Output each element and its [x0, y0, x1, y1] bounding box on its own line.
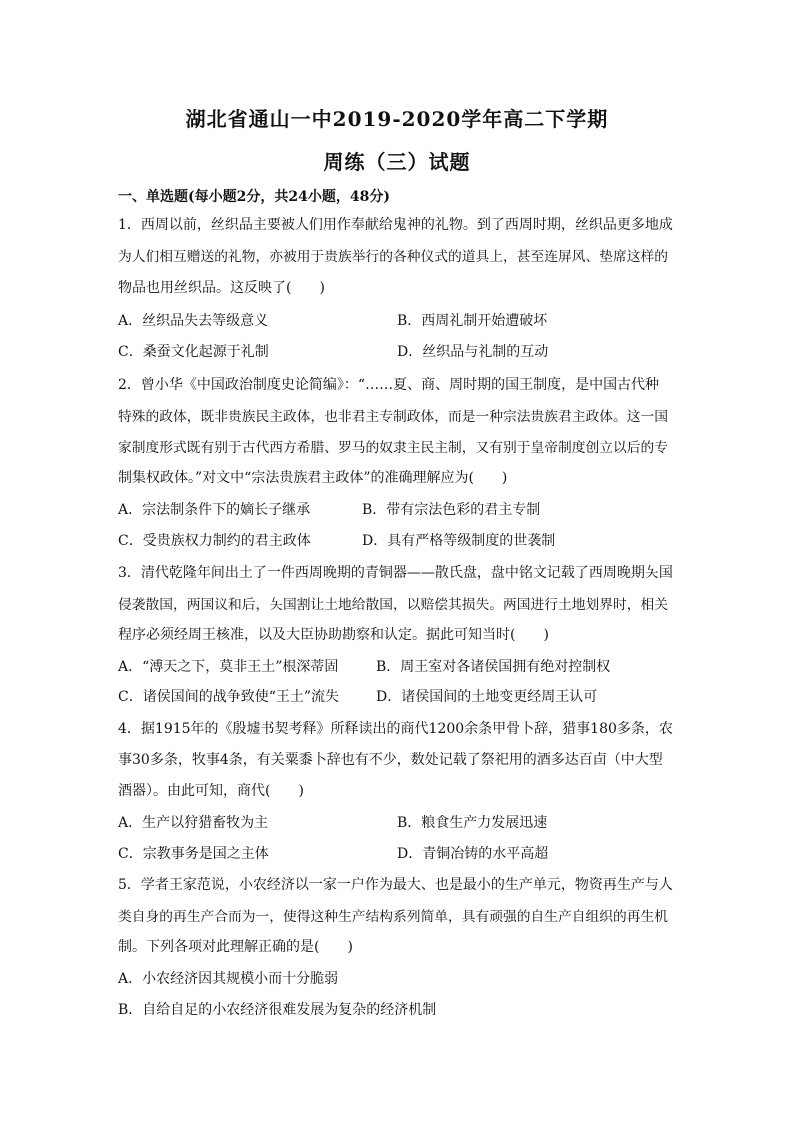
question-3-option-a: A．“溥天之下，莫非王土”根深蒂固 — [118, 659, 339, 675]
question-4-option-b: B．粮食生产力发展迅速 — [397, 815, 548, 831]
document-title: 湖北省通山一中2019-2020学年高二下学期 — [185, 107, 609, 131]
question-2-option-a: A．宗法制条件下的嫡长子继承 — [118, 502, 311, 518]
question-1-option-a: A．丝织品失去等级意义 — [118, 313, 269, 329]
question-5-option-b: B．自给自足的小农经济很难发展为复杂的经济机制 — [118, 1002, 437, 1018]
question-4-line-1: 4．据1915年的《殷墟书契考释》所释读出的商代1200余条甲骨卜辞，猎事180多条，农 — [118, 721, 673, 737]
question-2-line-4: 制集权政体。”对文中“宗法贵族君主政体”的准确理解应为( ) — [118, 470, 508, 486]
question-2-line-1: 2．曾小华《中国政治制度史论简编》：“……夏、商、周时期的国王制度，是中国古代种 — [118, 377, 660, 393]
question-4-option-c: C．宗教事务是国之主体 — [118, 846, 269, 862]
question-1-option-d: D．丝织品与礼制的互动 — [397, 344, 549, 360]
question-2-option-c: C．受贵族权力制约的君主政体 — [118, 533, 311, 549]
question-3-line-1: 3．清代乾隆年间出土了一件西周晚期的青铜器——散氏盘，盘中铭文记载了西周晚期夨国 — [118, 565, 673, 581]
question-5-line-2: 类自身的再生产合而为一，使得这种生产结构系列简单，具有顽强的自生产自组织的再生机 — [118, 909, 669, 925]
question-3-line-2: 侵袭散国，两国议和后，夨国割让土地给散国，以赔偿其损失。两国进行土地划界时，相关 — [118, 597, 669, 613]
question-2-line-3: 家制度形式既有别于古代西方希腊、罗马的奴隶主民主制，又有别于皇帝制度创立以后的专 — [118, 440, 669, 456]
question-3-line-3: 程序必须经周王核准，以及大臣协助勘察和认定。据此可知当时( ) — [118, 627, 549, 643]
question-2-line-2: 特殊的政体，既非贵族民主政体，也非君主专制政体，而是一种宗法贵族君主政体。这一国 — [118, 409, 669, 425]
question-5-option-a: A．小农经济因其规模小而十分脆弱 — [118, 971, 339, 987]
section-header: 一、单选题(每小题2分，共24小题，48分) — [118, 189, 390, 205]
question-4-line-2: 事30多条，牧事4条，有关粟黍卜辞也有不少，数处记载了祭祀用的酒多达百卣（中大型 — [118, 752, 663, 768]
question-3-option-d: D．诸侯国间的土地变更经周王认可 — [376, 689, 598, 705]
question-4-option-a: A．生产以狩猎畜牧为主 — [118, 815, 269, 831]
question-5-line-3: 制。下列各项对此理解正确的是( ) — [118, 939, 353, 955]
question-5-line-1: 5．学者王家范说，小农经济以一家一户作为最大、也是最小的生产单元，物资再生产与人 — [118, 877, 673, 893]
question-4-option-d: D．青铜冶铸的水平高超 — [397, 846, 549, 862]
question-2-option-d: D．具有严格等级制度的世袭制 — [362, 533, 556, 549]
question-1-option-c: C．桑蚕文化起源于礼制 — [118, 344, 269, 360]
question-1-line-1: 1．西周以前，丝织品主要被人们用作奉献给鬼神的礼物。到了西周时期，丝织品更多地成 — [118, 217, 673, 233]
question-1-line-2: 为人们相互赠送的礼物，亦被用于贵族举行的各种仪式的道具上，甚至连屏风、垫席这样的 — [118, 249, 669, 265]
question-4-line-3: 酒器）。由此可知，商代( ) — [118, 783, 304, 799]
document-subtitle: 周练（三）试题 — [323, 150, 471, 174]
question-3-option-b: B．周王室对各诸侯国拥有绝对控制权 — [376, 659, 611, 675]
question-2-option-b: B．带有宗法色彩的君主专制 — [362, 502, 541, 518]
question-3-option-c: C．诸侯国间的战争致使“王土”流失 — [118, 689, 340, 705]
question-1-option-b: B．西周礼制开始遭破坏 — [397, 313, 548, 329]
question-1-line-3: 物品也用丝织品。这反映了( ) — [118, 280, 325, 296]
